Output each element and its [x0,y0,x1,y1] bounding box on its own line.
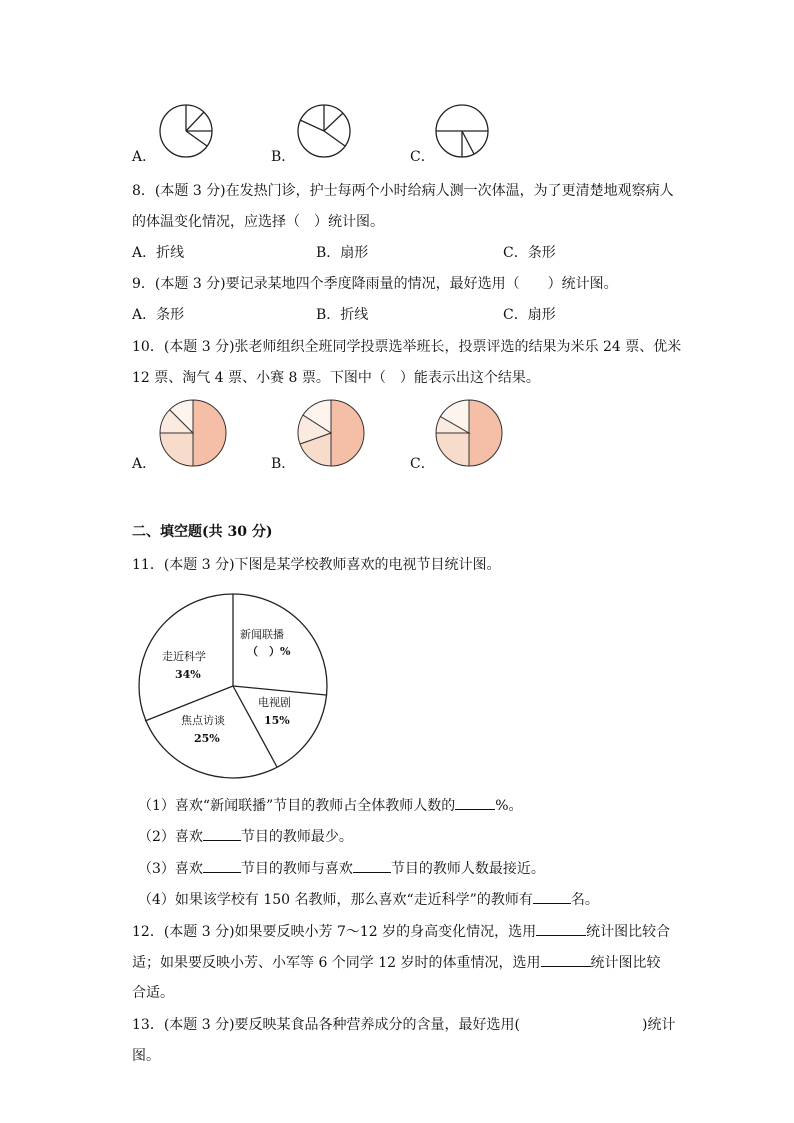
q7-option-a[interactable]: A． [132,149,157,165]
q11-sub1-text: （1）喜欢“新闻联播”节目的教师占全体教师人数的 [138,798,456,814]
pie-pct-focus: 25% [194,732,220,745]
q11-sub4 [138,889,599,910]
q10-question-line1: 10．(本题 3 分)张老师组织全班同学投票选举班长，投票评选的结果为米乐 24 票、优米 [132,339,682,355]
q12-line1-suffix: 统计图比较合 [586,924,671,940]
q11-sub2 [138,826,353,847]
q10-pie-c [434,398,504,468]
q7-option-b[interactable]: B． [271,149,296,165]
q10-pie-b [296,398,366,468]
q12-line3: 合适。 [132,985,174,1001]
q10-question-line2: 12 票、淘气 4 票、小赛 8 票。下图中（ ）能表示出这个结果。 [132,370,540,386]
q11-sub1-blank[interactable] [455,795,495,810]
q9-option-b[interactable]: B．折线 [316,307,369,323]
q9-question: 9．(本题 3 分)要记录某地四个季度降雨量的情况，最好选用（ ）统计图。 [132,276,618,292]
pie-pct-news: （ ）% [247,645,291,658]
q11-sub3-suffix: 节目的教师人数最接近。 [390,861,545,877]
section-title: 二、填空题(共 30 分) [132,524,273,540]
q11-question: 11．(本题 3 分)下图是某学校教师喜欢的电视节目统计图。 [132,557,501,573]
q7-pie-a [158,103,214,159]
q8-question-line1: 8．(本题 3 分)在发热门诊，护士每两个小时给病人测一次体温，为了更清楚地观察病人 [132,183,674,199]
q9-option-c[interactable]: C．扇形 [503,307,556,323]
q11-sub2-suffix: 节目的教师最少。 [240,829,353,845]
q10-option-a[interactable]: A． [132,456,157,472]
q7-pie-c [434,103,490,159]
q12-blank2[interactable] [541,952,591,967]
q11-sub3-mid: 节目的教师与喜欢 [240,861,353,877]
q11-sub3-blank1[interactable] [203,858,241,873]
pie-label-news: 新闻联播 [240,628,284,641]
pie-pct-drama: 15% [264,714,290,727]
q10-pie-a [158,398,228,468]
q8-question-line2: 的体温变化情况，应选择（ ）统计图。 [132,214,384,230]
q12-line2-suffix: 统计图比较 [590,955,661,971]
q12-line1-text: 12．(本题 3 分)如果要反映小芳 7～12 岁的身高变化情况，选用 [132,924,537,940]
q12-line2-text: 适；如果要反映小芳、小军等 6 个同学 12 岁时的体重情况，选用 [132,955,541,971]
q13-line2: 图。 [132,1048,160,1064]
q9-option-a[interactable]: A．条形 [132,307,185,323]
q11-sub3-blank2[interactable] [353,858,391,873]
q11-sub1 [138,795,523,816]
q13-line1-suffix: )统计 [642,1017,676,1033]
q13-line1-text: 13．(本题 3 分)要反映某食品各种营养成分的含量，最好选用( [132,1017,521,1033]
q12-blank1[interactable] [536,921,586,936]
pie-label-focus: 焦点访谈 [181,714,225,727]
q11-sub3 [138,858,545,879]
q11-sub2-blank[interactable] [203,826,241,841]
pie-label-drama: 电视剧 [258,696,291,709]
q11-tv-program-pie [135,591,331,781]
q12-line2 [132,952,661,973]
q8-option-a[interactable]: A．折线 [132,245,185,261]
q8-option-b[interactable]: B．扇形 [316,245,369,261]
pie-label-science: 走近科学 [162,650,206,663]
q13-line1 [132,1015,675,1035]
q11-sub4-blank[interactable] [533,889,571,904]
q10-option-c[interactable]: C． [410,456,435,472]
q11-sub3-text: （3）喜欢 [138,861,203,877]
q12-line1 [132,921,670,942]
q10-option-b[interactable]: B． [271,456,296,472]
q7-pie-b [296,103,352,159]
q8-option-c[interactable]: C．条形 [503,245,556,261]
pie-pct-science: 34% [175,668,201,681]
q11-sub2-text: （2）喜欢 [138,829,203,845]
q7-option-c[interactable]: C． [410,149,435,165]
q11-sub1-suffix: %。 [495,798,523,814]
q11-sub4-suffix: 名。 [570,892,599,908]
q11-sub4-text: （4）如果该学校有 150 名教师，那么喜欢“走近科学”的教师有 [138,892,533,908]
